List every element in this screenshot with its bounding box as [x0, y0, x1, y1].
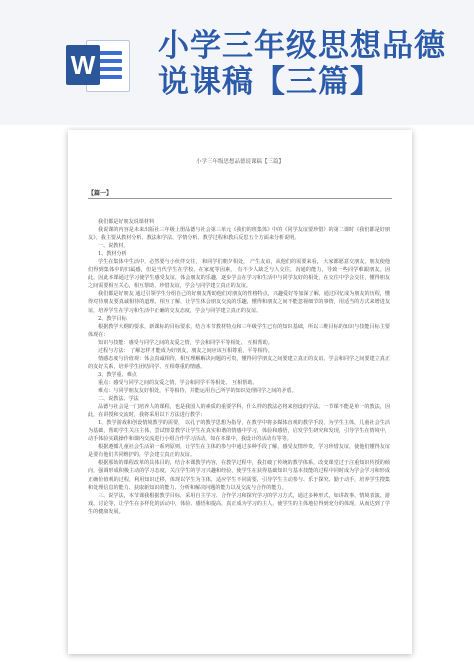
- paragraph: 学生在集体中生活中，必然要与小伙伴交往， 和同学们朝夕相处， 产生友谊，从他们的需要来看， 大家都愿意交朋友，朋友使他们得到集体中的归属感，但是当代学生在学校、在家庭等因素， 有不少人缺乏与人交往，沟通的能力，导致一些同学难跟朋友。因此，因此本课通过学习使学生感受友谊，体会朋友的乐趣，逐步学会在学习和生活中与同学友好的相处，在交往中学会交往，懂得朋友之间需要相互关心，相互帮助，珍惜友谊，学会与同学建立真正的友谊。: [88, 259, 390, 290]
- paragraph: 3、教学重、难点: [98, 371, 137, 378]
- paragraph: 根据遵循儿童社会生活第一系列原则，让学生在主体的参与中通过多种手段了解，感受友情珍贵，学习珍惜友谊，使他们懂得友谊是要有他们共同维护的，学会建立真正的友谊。: [88, 444, 390, 459]
- section-heading: 【篇一】: [88, 190, 113, 197]
- paragraph: 品德与社会是一门培养人的课程，也是我国人的素质的重要学科，什么样的教法必将来创设的学法。一节课不能是单一的教法，因此，在讲授和交流时，我将采用以下方法进行教学：: [88, 404, 390, 419]
- word-letter: W: [66, 45, 100, 85]
- paragraph: 二、说教法、学法: [98, 396, 139, 403]
- paragraph: 一、说教材。: [98, 243, 129, 250]
- paragraph: 过程与方法： 了解怎样才能成为好朋友，朋友之间应该互相尊重，平等相待。: [98, 347, 273, 354]
- paragraph: 难点：与同学朋友友好相处，平等相待，并能运用自己所学的知识处理同学之间的矛盾。: [98, 387, 297, 394]
- page-title: 小学三年级思想品德说课稿【三篇】: [158, 28, 446, 100]
- paragraph: 知识与技能：感受与同学之间的友爱之情，学会和同学平等相处、 互相帮助。: [98, 339, 273, 346]
- section-divider: [88, 198, 392, 199]
- paragraph: 我说课的内容是未来出版社三年级上册品德与社会第三单元《我们的班集体》中的《同学友谊要珍惜》的第二课时《我们都是好朋友》。我主要从教材分析、教法和学法、学情分析、教学过程和教后反思五个方面来分析说明。: [88, 227, 390, 242]
- paragraph: 1、教学游戏和创设情境教学的需要， 以孔子的教学思想为指导，在教学中将多媒体直观的教学手段，为学生主体，儿童社会生活为基础，帮助学生关注主体，尝试情景教学让学生在真实和谐的情感中学习，体验和感悟，启发学生研究和发现，引导学生在情境中，动手体验实践操作和课内交流进行小组合作学习活动，如在本课中，我设计的活动有等等。: [88, 420, 390, 443]
- paragraph: 根据教学大纲的要求，新课标的目标要求，结合本节教材特点和三年级学生已有的知识基础，所以三维目标的知识与技能目标主要体现在：: [88, 323, 390, 338]
- document-page: [68, 130, 412, 654]
- word-icon: [66, 37, 130, 93]
- paragraph: 2、教学目标: [98, 315, 127, 322]
- document-body: [88, 218, 390, 516]
- paragraph: 根据那始的课程改革的具体目的，结合本课教学内容，在教学过程中，我打破了传统的教学体系，改变课堂过于注重知识传授的倾向，强调形成积极主动的学习态度，关注学生的学习兴趣和经验，使学生在获得基础知识与基本技能的过程中同时成为学会学习和形成正确价值观的过程，利用知识迁移，体现以学生为主体，适应学生不同需要，引导学生主动参与、乐于探究、勤于动手，培养学生搜集和处理信息的能力、获取新知识的能力、分析和解决问题的能力以及交流与合作的能力。: [88, 460, 390, 491]
- paragraph: 重点：感受与同学之间的友爱之情，学会和同学平等相处、 互相帮助。: [98, 379, 258, 386]
- paragraph: 我们都是好朋友说课材料: [98, 219, 155, 225]
- paragraph: 1、教材分析: [98, 251, 127, 258]
- paragraph: 情感态度与价值观：体会真诚相待，相互理解解决问题的可贵，懂得同学朋友之间要建立真正的友谊，学会和同学之间要建立真正的友好关系，培养学生团结同学、互相尊重的情感。: [88, 355, 390, 370]
- paragraph: 我们都是好朋友 通过引领学生分组自己的好朋友帮助他们对朋友的性格特点，兴趣爱好等加深了解，通过回忆成为朋友的历程，懂得对待朋友要真诚相待的道理。相互了解，让学生体会朋友交流的乐趣，懂得和朋友之间不能忽视细节的事情，用适当的方式来增进友谊，培养学生在学习和生活中正确的交友态度，学会与同学建立真正的友谊。: [88, 291, 390, 314]
- paragraph: 三、说学法，本节课我根据教学目标，采用自主学习、合作学习和探究学习的学习方式，通过多种形式，如讲故事、情境表演、游戏、讨论等，让学生在多样化的活动中，体验、感悟和提高，真正成为学习的主人，使学生的主体地位得到充分的体现，从而达到了学生的健康发展。: [88, 492, 390, 515]
- header-banner: [0, 0, 474, 125]
- document-header: 小学三年级思想品德说课稿【三篇】: [195, 159, 284, 165]
